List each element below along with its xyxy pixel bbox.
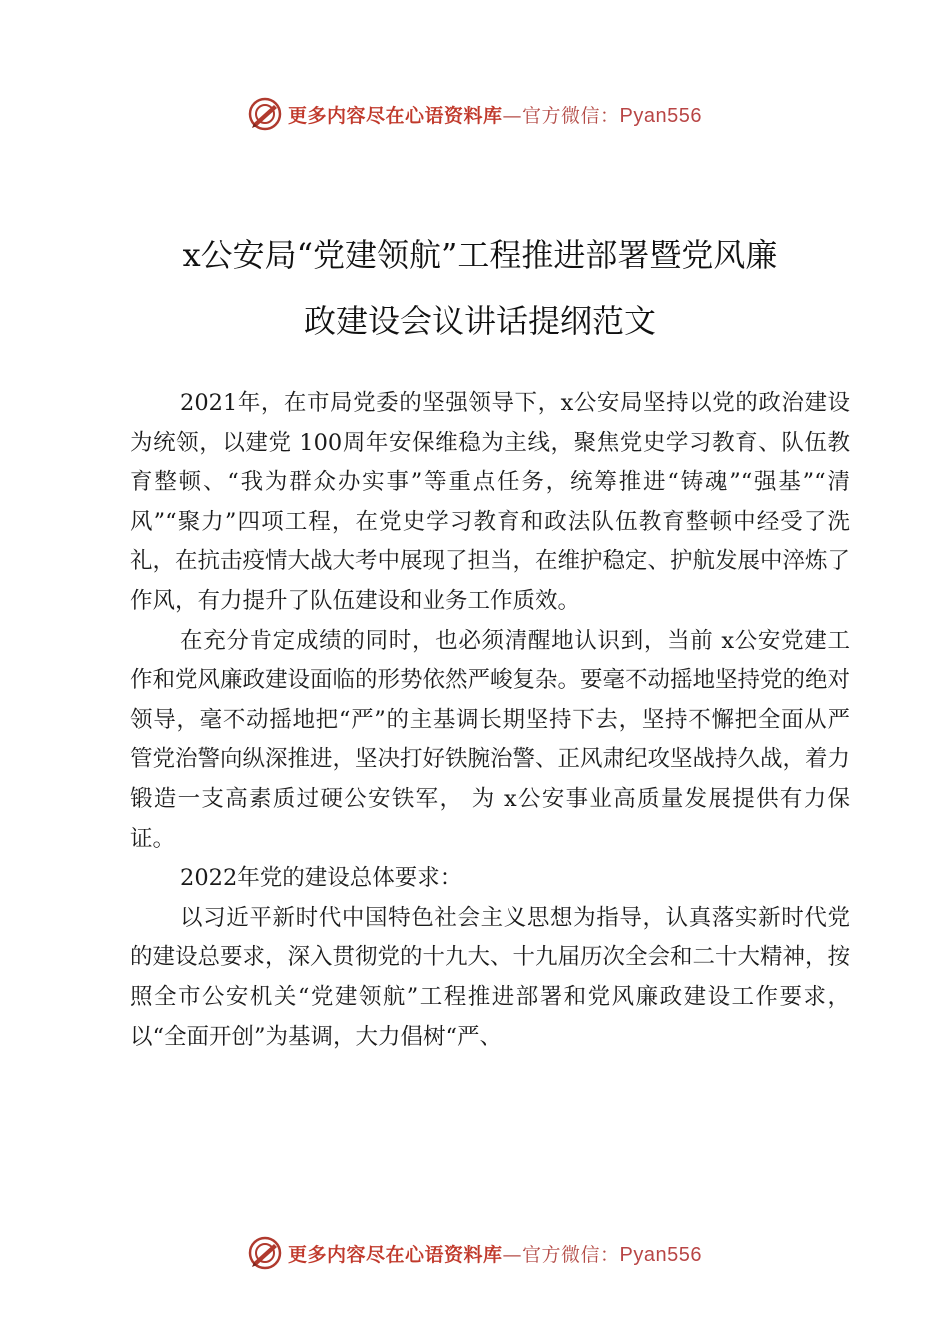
brand-logo-icon <box>248 97 282 131</box>
wechat-id: Pyan556 <box>619 104 702 127</box>
document-body <box>130 384 850 1057</box>
title-line-2: 政建设会议讲话提纲范文 <box>303 302 656 340</box>
header-banner <box>0 94 950 134</box>
wechat-id: Pyan556 <box>619 1243 702 1266</box>
brand-text: 更多内容尽在心语资料库 <box>288 1243 503 1266</box>
footer-banner <box>0 1233 950 1273</box>
title-line-1: x公安局“党建领航”工程推进部署暨党风廉 <box>182 236 778 274</box>
wechat-label: 官方微信： <box>522 1243 620 1266</box>
paragraph-2: 在充分肯定成绩的同时，也必须清醒地认识到，当前 x公安党建工作和党风廉政建设面临的形势依然严峻复杂。要毫不动摇地坚持党的绝对领导，毫不动摇地把“严”的主基调长期坚持下去，坚持不懈把全面从严管党治警向纵深推进，坚决打好铁腕治警、正风肃纪攻坚战持久战，着力锻造一支高素质过硬公安铁军， 为 x公安事业高质量发展提供有力保证。 <box>130 627 851 852</box>
document-title <box>120 222 840 354</box>
paragraph-4: 以习近平新时代中国特色社会主义思想为指导，认真落实新时代党的建设总要求，深入贯彻党的十九大、十九届历次全会和二十大精神，按照全市公安机关“党建领航”工程推进部署和党风廉政建设工作要求，以“全面开创”为基调，大力倡树“严、 <box>130 904 851 1050</box>
wechat-label: 官方微信： <box>522 104 620 127</box>
brand-logo-icon <box>248 1236 282 1270</box>
banner-separator: — <box>502 1243 523 1266</box>
banner-separator: — <box>502 104 523 127</box>
paragraph-3: 2022年党的建设总体要求： <box>180 865 463 892</box>
brand-text: 更多内容尽在心语资料库 <box>288 104 503 127</box>
paragraph-1: 2021年，在市局党委的坚强领导下，x公安局坚持以党的政治建设为统领，以建党 100周年安保维稳为主线，聚焦党史学习教育、队伍教育整顿、“我为群众办实事”等重点任务，统筹推进“铸魂”“强基”“清风”“聚力”四项工程，在党史学习教育和政法队伍教育整顿中经受了洗礼，在抗击疫情大战大考中展现了担当，在维护稳定、护航发展中淬炼了作风，有力提升了队伍建设和业务工作质效。 <box>130 390 851 614</box>
